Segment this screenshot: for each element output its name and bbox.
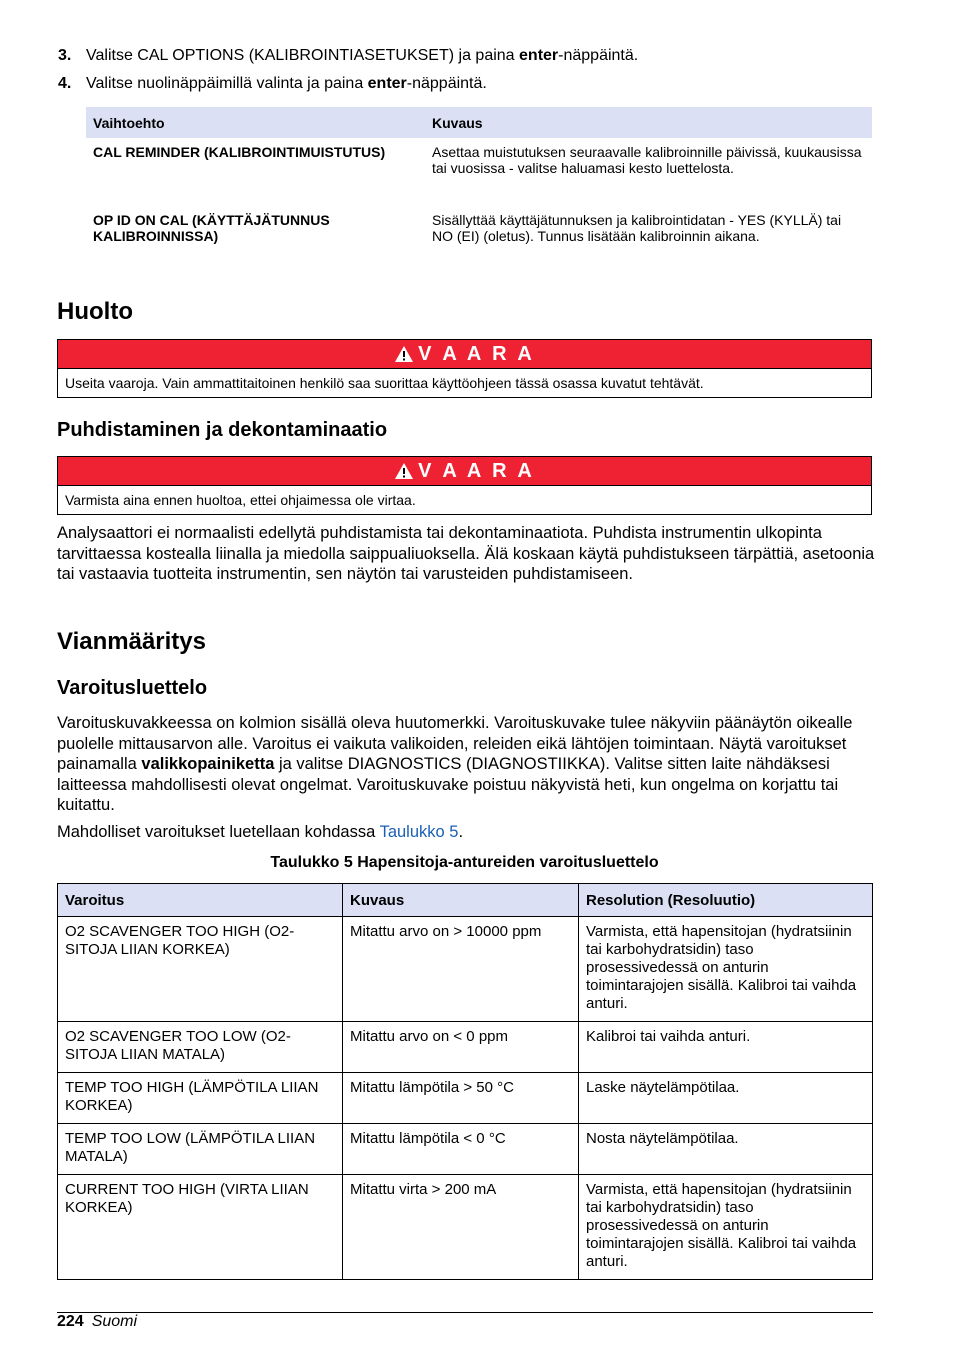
section-title-troubleshooting: Vianmääritys <box>57 628 206 655</box>
footer-divider <box>57 1312 873 1313</box>
danger-box <box>57 339 872 398</box>
table-row <box>86 206 872 250</box>
step-number: 4. <box>58 75 72 92</box>
section-title-huolto: Huolto <box>57 298 133 325</box>
danger-header: V A A R A <box>58 457 871 485</box>
cleaning-paragraph: Analysaattori ei normaalisti edellytä puhdistamista tai dekontaminaatiota. Puhdista instrumentin ulkopinta tarvittaessa kostealla liinalla ja miedolla saippualiuoksella. Älä koskaan käytä puhdistukseen tärpättiä, asetoonia tai vastaavia tuotteita instrumentin, sen näytön tai varusteiden puhdistamiseen. <box>57 524 875 583</box>
reference-paragraph: Mahdolliset varoitukset luetellaan kohdassa Taulukko 5. <box>57 823 464 841</box>
subsection-title-warnings: Varoitusluettelo <box>57 677 208 699</box>
warning-name: O2 SCAVENGER TOO HIGH (O2-SITOJA LIIAN KORKEA) <box>58 917 343 1022</box>
table-header-row <box>58 884 873 917</box>
warning-resolution: Kalibroi tai vaihda anturi. <box>579 1022 873 1073</box>
option-name: CAL REMINDER (KALIBROINTIMUISTUTUS) <box>93 144 386 160</box>
warning-name: TEMP TOO LOW (LÄMPÖTILA LIIAN MATALA) <box>58 1124 343 1175</box>
option-name: OP ID ON CAL (KÄYTTÄJÄTUNNUS KALIBROINNISSA) <box>93 212 330 244</box>
column-header: Kuvaus <box>425 107 872 138</box>
warnings-paragraph: Varoituskuvakkeessa on kolmion sisällä oleva huutomerkki. Varoituskuvake tulee näkyviin päänäytön oikealle puolelle mittausarvon alle. Varoitus ei vaikuta valikoiden, releiden eikä lähtöjen toimintaan. Näytä varoitukset painamalla valikkopainiketta ja valitse DIAGNOSTICS (DIAGNOSTIIKKA). Valitse sitten laite nähdäksesi laitteessa mahdollisesti olevat ongelmat. Varoituskuvake poistuu näkyvistä heti, kun ongelma on korjattu tai kuitattu. <box>57 714 853 814</box>
step-4: 4. Valitse nuolinäppäimillä valinta ja paina enter-näppäintä. <box>58 75 487 92</box>
danger-text: Varmista aina ennen huoltoa, ettei ohjaimessa ole virtaa. <box>58 485 871 514</box>
table-row <box>86 138 872 206</box>
warning-resolution: Laske näytelämpötilaa. <box>579 1073 873 1124</box>
options-table <box>86 107 872 250</box>
footer-language: Suomi <box>91 1313 138 1330</box>
warning-name: TEMP TOO HIGH (LÄMPÖTILA LIIAN KORKEA) <box>58 1073 343 1124</box>
danger-header: V A A R A <box>58 340 871 368</box>
table-reference-link[interactable]: Taulukko 5 <box>379 823 459 841</box>
table-row <box>58 1073 873 1124</box>
warning-description: Mitattu lämpötila > 50 °C <box>343 1073 579 1124</box>
column-header: Resolution (Resoluutio) <box>579 884 873 917</box>
column-header: Varoitus <box>58 884 343 917</box>
table-row <box>58 1175 873 1280</box>
page-footer <box>57 1313 137 1331</box>
table-row <box>58 1022 873 1073</box>
option-description: Sisällyttää käyttäjätunnuksen ja kalibrointidatan - YES (KYLLÄ) tai NO (EI) (oletus). Tunnus lisätään kalibroinnin aikana. <box>432 212 842 244</box>
table-caption: Taulukko 5 Hapensitoja-antureiden varoitusluettelo <box>270 854 659 871</box>
warning-name: CURRENT TOO HIGH (VIRTA LIIAN KORKEA) <box>58 1175 343 1280</box>
warning-resolution: Varmista, että hapensitojan (hydratsiinin tai karbohydratsidin) taso prosessivedessä on anturin toimintarajojen sisällä. Kalibroi tai vaihda anturi. <box>579 1175 873 1280</box>
warnings-table <box>57 883 873 1280</box>
column-header: Kuvaus <box>343 884 579 917</box>
danger-text: Useita vaaroja. Vain ammattitaitoinen henkilö saa suorittaa käyttöohjeen tässä osassa kuvatut tehtävät. <box>58 368 871 397</box>
table-header-row <box>86 107 872 138</box>
table-row <box>58 1124 873 1175</box>
warning-resolution: Varmista, että hapensitojan (hydratsiinin tai karbohydratsidin) taso prosessivedessä on anturin toimintarajojen sisällä. Kalibroi tai vaihda anturi. <box>579 917 873 1022</box>
danger-box <box>57 456 872 515</box>
page-number: 224 <box>57 1313 84 1330</box>
warning-resolution: Nosta näytelämpötilaa. <box>579 1124 873 1175</box>
warning-name: O2 SCAVENGER TOO LOW (O2-SITOJA LIIAN MATALA) <box>58 1022 343 1073</box>
step-number: 3. <box>58 47 72 64</box>
warning-description: Mitattu virta > 200 mA <box>343 1175 579 1280</box>
warning-triangle-icon <box>394 462 414 480</box>
column-header: Vaihtoehto <box>86 107 425 138</box>
step-3: 3. Valitse CAL OPTIONS (KALIBROINTIASETUKSET) ja paina enter-näppäintä. <box>58 47 639 64</box>
table-row <box>58 917 873 1022</box>
option-description: Asettaa muistutuksen seuraavalle kalibroinnille päivissä, kuukausissa tai vuosissa - valitse haluamasi kesto luettelosta. <box>432 144 862 176</box>
warning-description: Mitattu lämpötila < 0 °C <box>343 1124 579 1175</box>
warning-triangle-icon <box>394 345 414 363</box>
warning-description: Mitattu arvo on < 0 ppm <box>343 1022 579 1073</box>
warning-description: Mitattu arvo on > 10000 ppm <box>343 917 579 1022</box>
section-title-cleaning: Puhdistaminen ja dekontaminaatio <box>57 419 388 441</box>
